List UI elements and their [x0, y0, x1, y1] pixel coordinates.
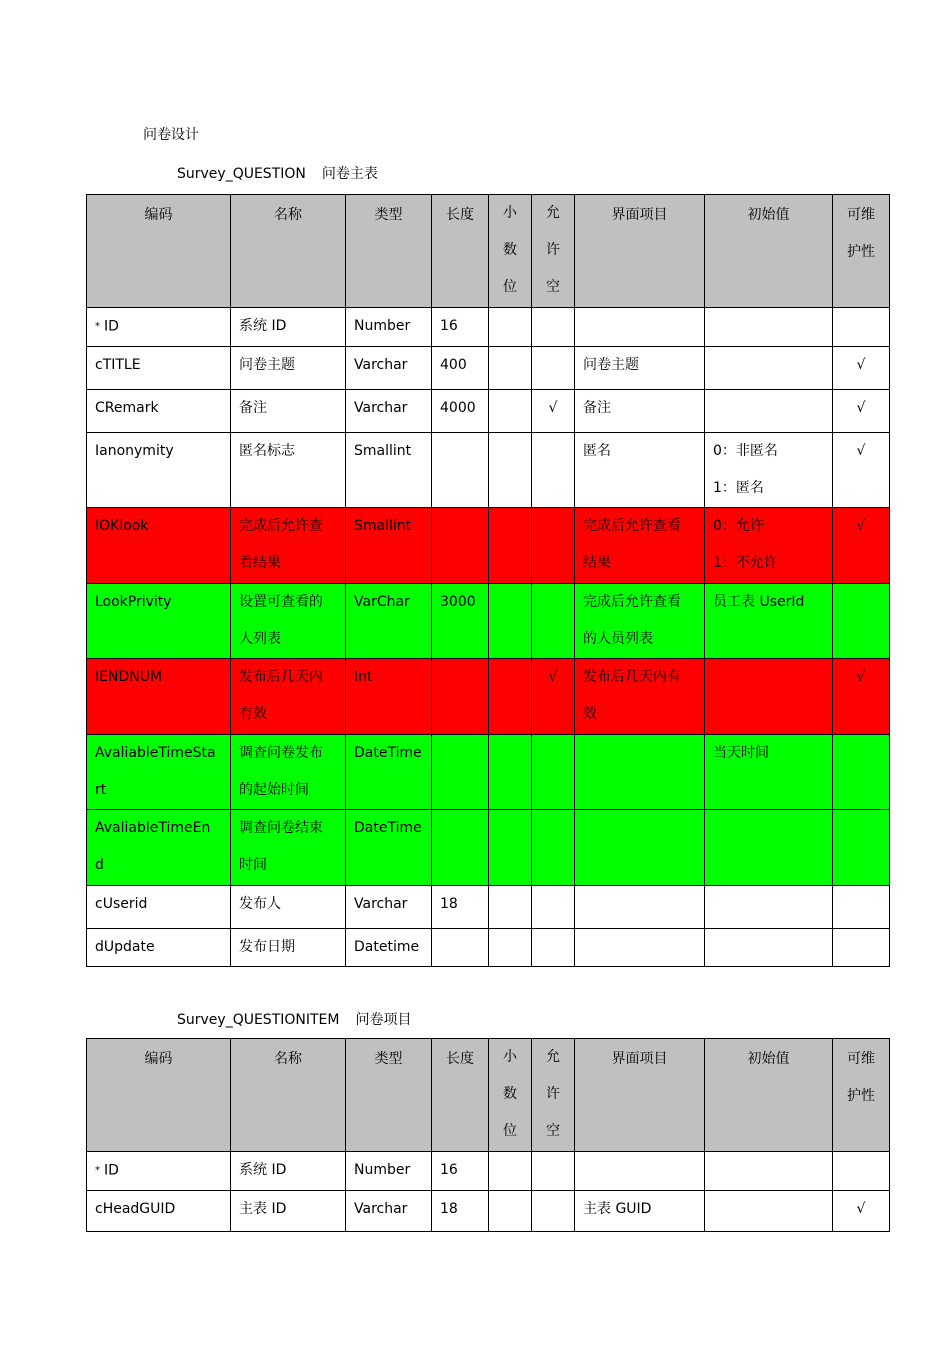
table-row [87, 1190, 890, 1231]
table-cell [231, 507, 346, 583]
cell-text-line: 完成后允许查看 [583, 593, 681, 610]
column-header [532, 1039, 575, 1152]
cell-text-line: 初始值 [747, 207, 790, 223]
table-chinese-name: 问卷项目 [355, 1012, 412, 1028]
cell-text-line: 有效 [239, 705, 267, 722]
table-cell [575, 583, 705, 658]
table-cell [575, 734, 705, 809]
table-cell [346, 432, 432, 507]
required-star-icon: * [95, 321, 100, 332]
table-cell [532, 734, 575, 809]
table-cell [432, 346, 489, 389]
table-cell [432, 809, 489, 885]
cell-text-line: 允 [546, 205, 560, 221]
table-cell [346, 1190, 432, 1231]
table-cell [489, 507, 532, 583]
table-cell [575, 885, 705, 928]
cell-text-line: 可维 [847, 207, 875, 223]
table-cell [87, 432, 231, 507]
table-cell [575, 1152, 705, 1191]
table-cell [833, 308, 890, 347]
table-cell [231, 1190, 346, 1231]
table-cell [346, 809, 432, 885]
cell-text-line: 的起始时间 [239, 781, 309, 798]
table-cell [432, 507, 489, 583]
column-header [705, 195, 833, 308]
cell-text-line: 长度 [446, 1051, 474, 1067]
cell-text-line: 人列表 [239, 630, 281, 647]
cell-text-line: 效 [583, 705, 597, 722]
cell-text-line: 主表 GUID [583, 1200, 652, 1217]
cell-text-line: 类型 [374, 207, 403, 223]
cell-text-line: √ [856, 668, 866, 685]
table-cell [489, 308, 532, 347]
table-cell [489, 346, 532, 389]
table-row [87, 928, 890, 966]
table-cell [346, 1152, 432, 1191]
table-cell [432, 734, 489, 809]
cell-text-line: √ [856, 442, 866, 459]
cell-text-line: √ [856, 399, 866, 416]
table-cell [346, 346, 432, 389]
table-row [87, 1152, 890, 1191]
survey-question-table [86, 194, 890, 967]
table-cell [346, 507, 432, 583]
table-cell [532, 432, 575, 507]
cell-text-line: 长度 [446, 207, 474, 223]
table-cell [532, 389, 575, 432]
cell-text-line: cHeadGUID [95, 1200, 176, 1217]
column-header [432, 1039, 489, 1152]
required-star-icon: * [95, 1165, 100, 1176]
cell-text-line: √ [548, 399, 558, 416]
table-cell [705, 432, 833, 507]
column-header [432, 195, 489, 308]
cell-text-line: 名称 [274, 207, 302, 223]
table-cell [489, 809, 532, 885]
table-cell [833, 885, 890, 928]
table-cell [489, 583, 532, 658]
table-cell [87, 885, 231, 928]
table-cell [833, 583, 890, 658]
cell-text-line: 18 [440, 895, 458, 912]
cell-text-line: VarChar [354, 593, 410, 610]
table-cell [489, 885, 532, 928]
table-cell [833, 658, 890, 734]
table-row [87, 658, 890, 734]
table-cell [346, 658, 432, 734]
table-cell [575, 389, 705, 432]
table-cell [833, 809, 890, 885]
table-row [87, 432, 890, 507]
table-cell [87, 734, 231, 809]
table-cell [346, 389, 432, 432]
table-cell [87, 1190, 231, 1231]
table-cell [833, 389, 890, 432]
table-cell [532, 809, 575, 885]
cell-text-line: Ianonymity [95, 442, 174, 459]
table-row [87, 346, 890, 389]
cell-text-line: 小 [503, 205, 517, 221]
column-header [231, 1039, 346, 1152]
cell-text-line: rt [95, 781, 107, 798]
table-cell [432, 308, 489, 347]
cell-text-line: 位 [503, 279, 517, 295]
cell-text-line: 发布日期 [239, 938, 295, 955]
table-cell [489, 389, 532, 432]
table-cell [231, 583, 346, 658]
column-header [833, 1039, 890, 1152]
table-cell [231, 809, 346, 885]
column-header [87, 195, 231, 308]
cell-text-line: LookPrivity [95, 593, 172, 610]
cell-text-line: 空 [546, 279, 560, 295]
table-cell [575, 507, 705, 583]
table-cell [231, 658, 346, 734]
cell-text-line: 0：允许 [713, 517, 764, 534]
table-cell [432, 583, 489, 658]
cell-text-line: IOKlook [95, 517, 149, 534]
cell-text-line: 完成后允许查 [239, 517, 323, 534]
table-cell [833, 928, 890, 966]
table-cell [87, 507, 231, 583]
cell-text-line: 员工表 UserId [713, 593, 805, 610]
table-cell [231, 1152, 346, 1191]
cell-text-line: Smallint [354, 517, 412, 534]
cell-text-line: 备注 [583, 399, 611, 416]
table-cell [231, 432, 346, 507]
table-cell [705, 389, 833, 432]
table-cell [705, 1190, 833, 1231]
table-cell [575, 809, 705, 885]
cell-text-line: 护性 [847, 244, 875, 260]
cell-text-line: 发布后几天内有 [583, 668, 681, 685]
cell-text-line: 完成后允许查看 [583, 517, 681, 534]
cell-text-line: 空 [546, 1123, 560, 1139]
table-cell [575, 928, 705, 966]
cell-text-line: 的人员列表 [583, 630, 653, 647]
cell-text-line: 4000 [440, 399, 476, 416]
cell-text-line: d [95, 856, 104, 873]
cell-text-line: DateTime [354, 819, 422, 836]
table-cell [489, 432, 532, 507]
cell-text-line: 匿名标志 [239, 442, 295, 459]
table-cell [432, 1152, 489, 1191]
cell-text-line: 数 [503, 1086, 517, 1102]
cell-text-line: 0：非匿名 [713, 442, 778, 459]
table-row [87, 308, 890, 347]
table-cell [575, 346, 705, 389]
cell-text-line: 数 [503, 242, 517, 258]
header-row [87, 1039, 890, 1152]
cell-text-line: 看结果 [239, 554, 281, 571]
table-cell [432, 432, 489, 507]
cell-text-line: 当天时间 [713, 744, 769, 761]
cell-text-line: 初始值 [747, 1051, 790, 1067]
cell-text-line: √ [856, 1200, 866, 1217]
table-cell [346, 308, 432, 347]
table-cell [833, 346, 890, 389]
cell-text-line: AvaliableTimeEn [95, 819, 211, 836]
table-cell [833, 507, 890, 583]
table-row [87, 583, 890, 658]
table-cell [489, 1190, 532, 1231]
cell-text-line: Int [354, 668, 373, 685]
column-header [575, 195, 705, 308]
table-cell [532, 308, 575, 347]
table-cell [575, 432, 705, 507]
table-row [87, 809, 890, 885]
cell-text-line: 位 [503, 1123, 517, 1139]
cell-text-line: 类型 [374, 1051, 403, 1067]
cell-text-line: 界面项目 [611, 1051, 668, 1067]
table-cell [489, 928, 532, 966]
table-cell [705, 308, 833, 347]
cell-text-line: 许 [546, 242, 560, 258]
cell-text-line: 系统 ID [239, 318, 287, 334]
cell-text-line: 问卷主题 [583, 356, 639, 373]
table-cell [705, 346, 833, 389]
cell-text-line: Varchar [354, 895, 408, 912]
cell-text-line: 允 [546, 1049, 560, 1065]
cell-text-line: IENDNUM [95, 668, 163, 685]
column-header [833, 195, 890, 308]
cell-text-line: cUserid [95, 895, 148, 912]
section-title-survey-question [177, 165, 378, 183]
table-cell [231, 346, 346, 389]
cell-text-line: cTITLE [95, 356, 141, 373]
cell-text-line: 1：不允许 [713, 554, 778, 571]
table-cell [705, 928, 833, 966]
table-cell [346, 928, 432, 966]
table-cell [705, 583, 833, 658]
table-cell [87, 308, 231, 347]
column-header [231, 195, 346, 308]
table-row [87, 507, 890, 583]
table-row [87, 885, 890, 928]
cell-text-line: CRemark [95, 399, 159, 416]
table-cell [87, 1152, 231, 1191]
cell-text-line: 界面项目 [611, 207, 668, 223]
cell-text-line: 护性 [847, 1088, 875, 1104]
cell-text-line: Varchar [354, 356, 408, 373]
table-cell [705, 1152, 833, 1191]
table-cell [87, 583, 231, 658]
table-cell [532, 658, 575, 734]
column-header [575, 1039, 705, 1152]
column-header [532, 195, 575, 308]
cell-text-line: 发布后几天内 [239, 668, 323, 685]
table-cell [87, 928, 231, 966]
table-cell [231, 928, 346, 966]
table-cell [346, 734, 432, 809]
cell-text-line: Smallint [354, 442, 412, 459]
cell-text-line: 许 [546, 1086, 560, 1102]
cell-text-line: √ [856, 356, 866, 373]
cell-text-line: 主表 ID [239, 1200, 287, 1217]
cell-text-line: 匿名 [583, 442, 611, 459]
table-cell [532, 885, 575, 928]
cell-text-line: 小 [503, 1049, 517, 1065]
cell-text-line: Number [354, 318, 411, 334]
table-cell [532, 1152, 575, 1191]
table-cell [87, 809, 231, 885]
cell-text-line: 400 [440, 356, 467, 373]
table-cell [432, 389, 489, 432]
cell-text-line: √ [548, 668, 558, 685]
table-cell [532, 583, 575, 658]
table-cell [833, 734, 890, 809]
table-cell [833, 1152, 890, 1191]
cell-text-line: DateTime [354, 744, 422, 761]
cell-text-line: 编码 [144, 1051, 173, 1067]
table-cell [432, 928, 489, 966]
cell-text-line: 16 [440, 1162, 458, 1178]
table-cell [705, 885, 833, 928]
cell-text-line: 18 [440, 1200, 458, 1217]
table-cell [432, 658, 489, 734]
table-cell [833, 1190, 890, 1231]
table-cell [346, 885, 432, 928]
table-cell [833, 432, 890, 507]
column-header [489, 195, 532, 308]
table-cell [231, 308, 346, 347]
cell-text-line: 时间 [239, 856, 267, 873]
table-cell [575, 1190, 705, 1231]
cell-text-line: Varchar [354, 399, 408, 416]
column-header [346, 1039, 432, 1152]
table-cell [346, 583, 432, 658]
column-header [346, 195, 432, 308]
cell-text-line: 备注 [239, 399, 267, 416]
table-cell [532, 507, 575, 583]
table-cell [489, 1152, 532, 1191]
cell-text-line: 结果 [583, 554, 611, 571]
table-cell [87, 658, 231, 734]
table-cell [575, 658, 705, 734]
cell-text-line: AvaliableTimeSta [95, 744, 216, 761]
table-cell [705, 809, 833, 885]
cell-text-line: 调查问卷结束 [239, 819, 323, 836]
table-cell [575, 308, 705, 347]
table-row [87, 389, 890, 432]
table-cell [532, 928, 575, 966]
cell-text-line: 16 [440, 318, 458, 334]
column-header [705, 1039, 833, 1152]
cell-text-line: 名称 [274, 1051, 302, 1067]
column-header [87, 1039, 231, 1152]
table-cell [705, 734, 833, 809]
table-cell [705, 658, 833, 734]
table-cell [231, 389, 346, 432]
cell-text-line: 编码 [144, 207, 173, 223]
cell-text-line: 设置可查看的 [239, 593, 323, 610]
table-cell [532, 346, 575, 389]
cell-text-line: 调查问卷发布 [239, 744, 323, 761]
cell-text-line: √ [856, 517, 866, 534]
table-cell [432, 1190, 489, 1231]
table-cell [705, 507, 833, 583]
table-name: Survey_QUESTION [177, 166, 306, 182]
cell-text-line: 系统 ID [239, 1162, 287, 1178]
table-cell [532, 1190, 575, 1231]
table-cell [489, 734, 532, 809]
cell-text-line: Number [354, 1162, 411, 1178]
section-title-survey-questionitem [177, 1011, 411, 1029]
table-cell [231, 885, 346, 928]
header-row [87, 195, 890, 308]
cell-text-line: 1：匿名 [713, 479, 764, 496]
cell-text-line: ID [104, 318, 119, 335]
table-cell [87, 389, 231, 432]
cell-text-line: Varchar [354, 1200, 408, 1217]
column-header [489, 1039, 532, 1152]
document-title: 问卷设计 [143, 127, 199, 143]
cell-text-line: ID [104, 1162, 119, 1179]
table-cell [489, 658, 532, 734]
survey-questionitem-table [86, 1038, 890, 1232]
cell-text-line: 问卷主题 [239, 356, 295, 373]
table-row [87, 734, 890, 809]
table-chinese-name: 问卷主表 [321, 166, 378, 182]
table-name: Survey_QUESTIONITEM [177, 1012, 340, 1028]
table-cell [231, 734, 346, 809]
cell-text-line: 可维 [847, 1051, 875, 1067]
cell-text-line: Datetime [354, 938, 420, 955]
table-cell [87, 346, 231, 389]
cell-text-line: 发布人 [239, 895, 281, 912]
cell-text-line: dUpdate [95, 938, 155, 955]
table-cell [432, 885, 489, 928]
cell-text-line: 3000 [440, 593, 476, 610]
